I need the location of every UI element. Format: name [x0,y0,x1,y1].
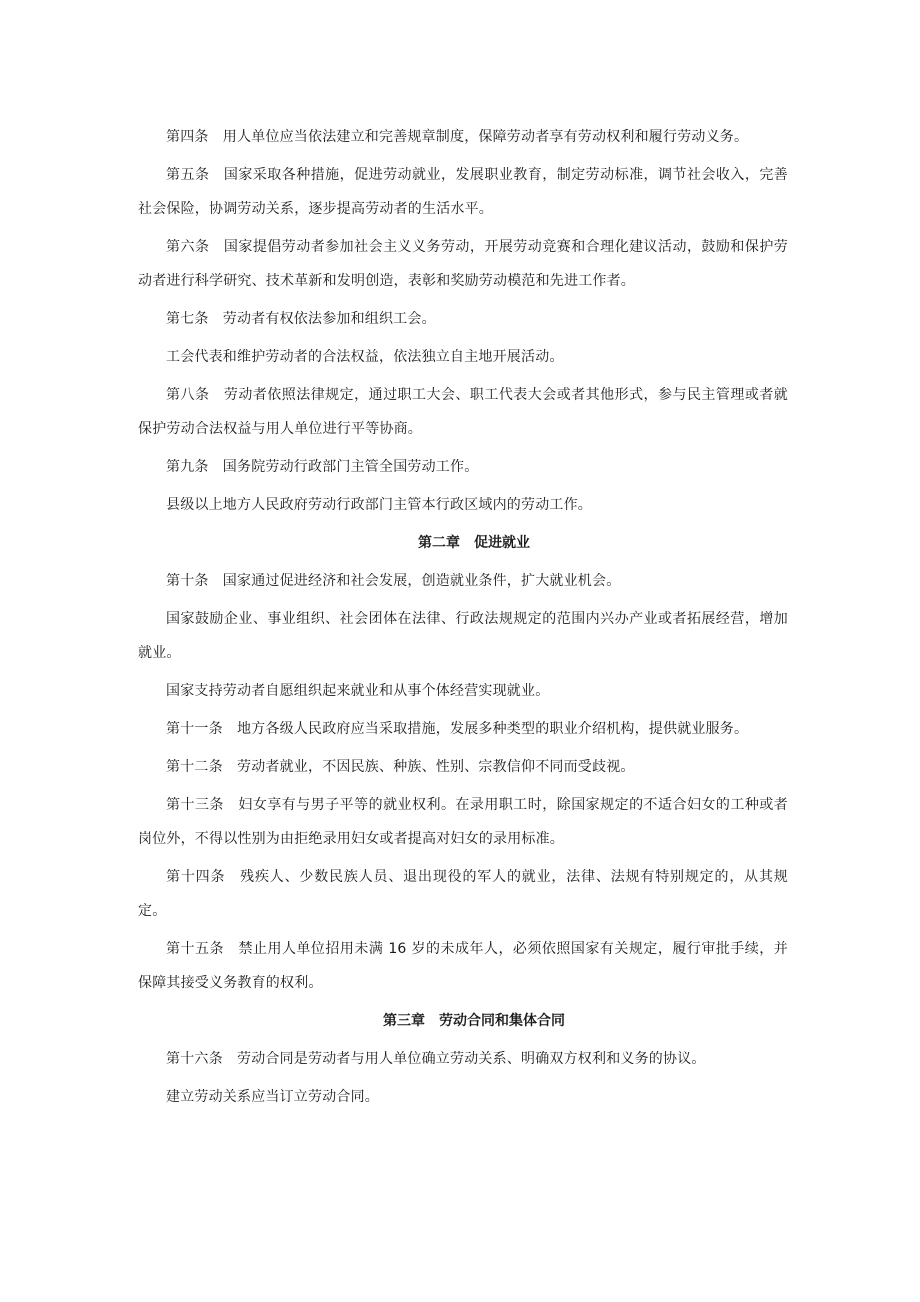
article-5: 第五条 国家采取各种措施，促进劳动就业，发展职业教育，制定劳动标准，调节社会收入，完善社会保险，协调劳动关系，逐步提高劳动者的生活水平。 [138,167,788,217]
article-6: 第六条 国家提倡劳动者参加社会主义义务劳动，开展劳动竞赛和合理化建议活动，鼓励和保护劳动者进行科学研究、技术革新和发明创造，表彰和奖励劳动模范和先进工作者。 [138,239,788,289]
article-8: 第八条 劳动者依照法律规定，通过职工大会、职工代表大会或者其他形式，参与民主管理或者就保护劳动合法权益与用人单位进行平等协商。 [138,387,788,437]
article-7: 第七条 劳动者有权依法参加和组织工会。 [166,311,436,327]
article-15: 第十五条 禁止用人单位招用未满 16 岁的未成年人，必须依照国家有关规定，履行审批手续，并保障其接受义务教育的权利。 [138,941,788,991]
article-9: 第九条 国务院劳动行政部门主管全国劳动工作。 [166,459,479,475]
article-4: 第四条 用人单位应当依法建立和完善规章制度，保障劳动者享有劳动权利和履行劳动义务。 [166,129,749,145]
article-12: 第十二条 劳动者就业，不因民族、种族、性别、宗教信仰不同而受歧视。 [166,759,635,775]
article-13: 第十三条 妇女享有与男子平等的就业权利。在录用职工时，除国家规定的不适合妇女的工种或者岗位外，不得以性别为由拒绝录用妇女或者提高对妇女的录用标准。 [138,797,788,847]
article-9-clause: 县级以上地方人民政府劳动行政部门主管本行政区域内的劳动工作。 [166,497,592,513]
article-10: 第十条 国家通过促进经济和社会发展，创造就业条件，扩大就业机会。 [166,573,621,589]
document-body [138,120,788,1118]
article-10-clause-2: 国家鼓励企业、事业组织、社会团体在法律、行政法规规定的范围内兴办产业或者拓展经营，增加就业。 [138,611,788,661]
chapter-3-heading: 第三章 劳动合同和集体合同 [383,1013,565,1029]
article-16: 第十六条 劳动合同是劳动者与用人单位确立劳动关系、明确双方权利和义务的协议。 [166,1051,706,1067]
article-10-clause-3: 国家支持劳动者自愿组织起来就业和从事个体经营实现就业。 [166,683,550,699]
article-11: 第十一条 地方各级人民政府应当采取措施，发展多种类型的职业介绍机构，提供就业服务。 [166,721,749,737]
chapter-2-heading: 第二章 促进就业 [418,535,530,551]
article-14: 第十四条 残疾人、少数民族人员、退出现役的军人的就业，法律、法规有特别规定的，从其规定。 [138,869,788,919]
article-16-clause: 建立劳动关系应当订立劳动合同。 [166,1089,379,1105]
article-7-clause: 工会代表和维护劳动者的合法权益，依法独立自主地开展活动。 [166,349,564,365]
